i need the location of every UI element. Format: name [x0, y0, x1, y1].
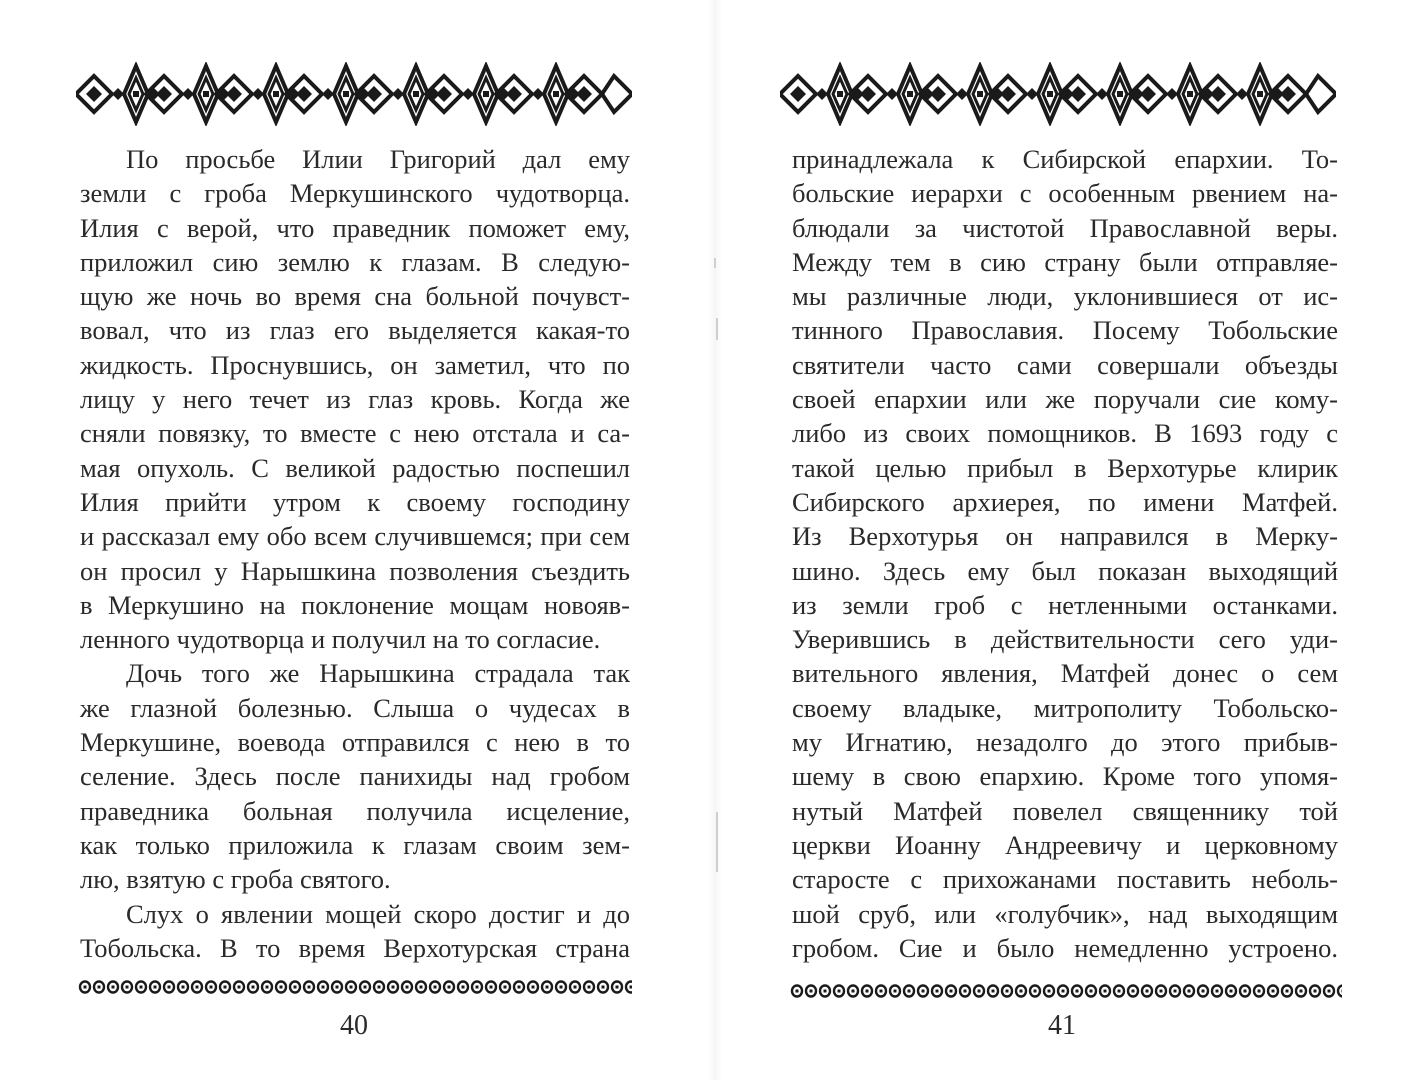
text-line: как только приложила к глазам своим зем-: [80, 829, 630, 860]
text-line: же глазной болезнью. Слыша о чудесах в: [80, 692, 630, 723]
text-line: мая опухоль. С великой радостью поспешил: [80, 452, 630, 483]
text-line: лю, взятую с гроба святого.: [80, 864, 391, 895]
right-page: [710, 0, 1419, 1080]
left-page-text: [80, 142, 630, 965]
text-line: Сибирского архиерея, по имени Матфей.: [792, 486, 1338, 517]
text-line: приложил сию землю к глазам. В следую-: [80, 246, 630, 277]
text-line: своему владыке, митрополиту Тобольско-: [792, 692, 1338, 723]
scan-speck: [714, 258, 716, 268]
text-line: Меркушине, воевода отправился с нею в то: [80, 727, 630, 758]
text-line: мы различные люди, уклонившиеся от ис-: [792, 281, 1338, 312]
ornament-bottom-icon: [790, 980, 1342, 1002]
text-line: из земли гроб с нетленными останками.: [792, 589, 1338, 620]
page-number: 40: [340, 1010, 368, 1041]
text-line: щую же ночь во время сна больной почувст-: [80, 281, 630, 312]
text-line: По просьбе Илии Григорий дал ему: [126, 144, 630, 174]
text-line: гробом. Сие и было немедленно устроено.: [792, 932, 1338, 963]
text-line: сняли повязку, то вместе с нею отстала и са-: [80, 418, 630, 449]
text-line: и рассказал ему обо всем случившемся; при сем: [80, 521, 630, 552]
text-line: Дочь того же Нарышкина страдала так: [126, 658, 630, 689]
text-line: церкви Иоанну Андреевичу и церковному: [792, 829, 1338, 860]
text-line: му Игнатию, незадолго до этого прибыв-: [792, 727, 1338, 758]
ornament-bottom-icon: [78, 976, 632, 998]
text-line: тинного Православия. Посему Тобольские: [792, 315, 1338, 346]
text-line: Слух о явлении мощей скоро достиг и до: [126, 898, 630, 929]
ornament-top-icon: [76, 62, 632, 126]
text-line: Илия прийти утром к своему господину: [80, 486, 630, 517]
text-line: либо из своих помощников. В 1693 году с: [792, 418, 1338, 449]
page-number: 41: [1048, 1010, 1076, 1041]
text-line: такой целью прибыл в Верхотурье клирик: [792, 452, 1338, 483]
text-line: Тобольска. В то время Верхотурская страна: [80, 932, 630, 963]
text-line: Из Верхотурья он направился в Мерку-: [792, 521, 1338, 552]
scan-speck: [716, 318, 718, 340]
text-line: своей епархии или же поручали сие кому-: [792, 384, 1338, 415]
text-line: в Меркушино на поклонение мощам новояв-: [80, 589, 630, 620]
text-line: Между тем в сию страну были отправляе-: [792, 246, 1338, 277]
text-line: Илия с верой, что праведник поможет ему,: [80, 212, 630, 243]
text-line: вовал, что из глаз его выделяется какая-то: [80, 315, 630, 346]
text-line: шой сруб, или «голубчик», над выходящим: [792, 898, 1338, 929]
text-line: лицу у него течет из глаз кровь. Когда же: [80, 384, 630, 415]
text-line: принадлежала к Сибирской епархии. То-: [792, 144, 1338, 174]
text-line: он просил у Нарышкина позволения съездить: [80, 555, 630, 586]
ornament-top-icon: [780, 62, 1336, 126]
text-line: больские иерархи с особенным рвением на-: [792, 178, 1338, 209]
text-line: святители часто сами совершали объезды: [792, 349, 1338, 380]
text-line: вительного явления, Матфей донес о сем: [792, 658, 1338, 689]
text-line: жидкость. Проснувшись, он заметил, что по: [80, 349, 630, 380]
text-line: шино. Здесь ему был показан выходящий: [792, 555, 1338, 586]
text-line: блюдали за чистотой Православной веры.: [792, 212, 1338, 243]
right-page-text: [792, 142, 1338, 965]
text-line: нутый Матфей повелел священнику той: [792, 795, 1338, 826]
text-line: ленного чудотворца и получил на то согласие.: [80, 624, 601, 655]
text-line: селение. Здесь после панихиды над гробом: [80, 761, 630, 792]
text-line: старосте с прихожанами поставить неболь-: [792, 864, 1338, 895]
text-line: Уверившись в действительности сего уди-: [792, 624, 1338, 655]
text-line: земли с гроба Меркушинского чудотворца.: [80, 178, 630, 209]
text-line: праведника больная получила исцеление,: [80, 795, 630, 826]
scan-speck: [716, 812, 718, 872]
text-line: шему в свою епархию. Кроме того упомя-: [792, 761, 1338, 792]
